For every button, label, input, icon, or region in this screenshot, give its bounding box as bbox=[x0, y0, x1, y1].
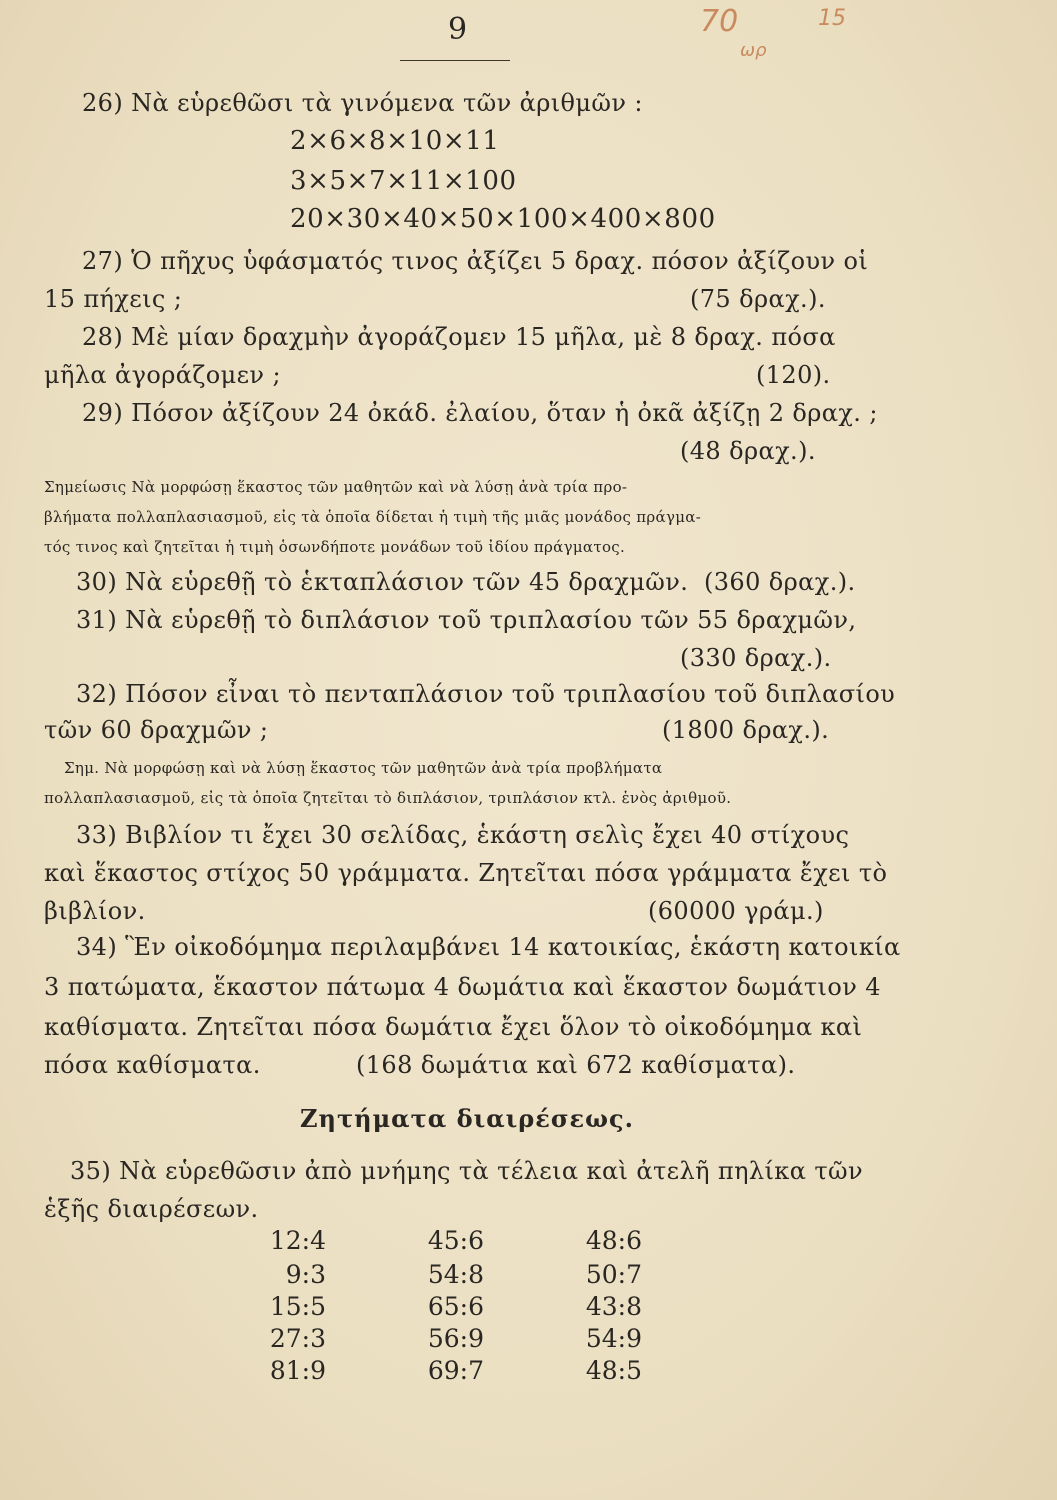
handwritten-note-1: 70 bbox=[700, 4, 739, 39]
division-cell: 45:6 bbox=[427, 1226, 484, 1255]
section-title: Ζητήματα διαιρέσεως. bbox=[300, 1104, 634, 1133]
problem-32-answer: (1800 δραχ.). bbox=[662, 716, 830, 744]
problem-31: 31) Νὰ εὑρεθῇ τὸ διπλάσιον τοῦ τριπλασίου τῶν 55 δραχμῶν, bbox=[76, 606, 857, 634]
problem-33-answer: (60000 γράμ.) bbox=[648, 897, 824, 925]
problem-32-line-2: τῶν 60 δραχμῶν ; bbox=[44, 716, 269, 744]
note-1-line-1: Σημείωσις Νὰ μορφώσῃ ἕκαστος τῶν μαθητῶν καὶ νὰ λύσῃ ἀνὰ τρία προ- bbox=[44, 478, 628, 496]
problem-31-answer: (330 δραχ.). bbox=[680, 644, 832, 672]
problem-33-line-3: βιβλίον. bbox=[44, 897, 146, 925]
problem-26: 26) Νὰ εὑρεθῶσι τὰ γινόμενα τῶν ἀριθμῶν : bbox=[82, 89, 643, 117]
problem-29: 29) Πόσον ἀξίζουν 24 ὀκάδ. ἐλαίου, ὅταν ἡ ὀκᾶ ἀξίζῃ 2 δραχ. ; bbox=[82, 399, 878, 427]
problem-27-answer: (75 δραχ.). bbox=[690, 285, 826, 313]
page-number: 9 bbox=[447, 12, 468, 47]
problem-27-line-1: 27) Ὁ πῆχυς ὑφάσματός τινος ἀξίζει 5 δραχ. πόσον ἀξίζουν οἱ bbox=[82, 247, 869, 275]
division-cell: 54:8 bbox=[427, 1260, 484, 1289]
problem-35-line-2: ἑξῆς διαιρέσεων. bbox=[44, 1195, 259, 1223]
product-line-2: 3×5×7×11×100 bbox=[290, 166, 517, 196]
problem-34-answer: (168 δωμάτια καὶ 672 καθίσματα). bbox=[356, 1051, 796, 1079]
note-2-line-1: Σημ. Νὰ μορφώσῃ καὶ νὰ λύσῃ ἕκαστος τῶν μαθητῶν ἀνὰ τρία προβλήματα bbox=[64, 759, 663, 777]
handwritten-note-3: 15 bbox=[818, 6, 846, 31]
problem-34-line-2: 3 πατώματα, ἕκαστον πάτωμα 4 δωμάτια καὶ ἕκαστον δωμάτιον 4 bbox=[44, 973, 881, 1001]
division-cell: 56:9 bbox=[427, 1324, 484, 1353]
division-cell: 69:7 bbox=[427, 1356, 484, 1385]
page-number-rule bbox=[400, 60, 510, 61]
problem-33-line-1: 33) Βιβλίον τι ἔχει 30 σελίδας, ἑκάστη σελὶς ἔχει 40 στίχους bbox=[76, 821, 850, 849]
note-1-line-3: τός τινος καὶ ζητεῖται ἡ τιμὴ ὁσωνδήποτε μονάδων τοῦ ἰδίου πράγματος. bbox=[44, 538, 626, 556]
problem-28-line-1: 28) Μὲ μίαν δραχμὴν ἀγοράζομεν 15 μῆλα, μὲ 8 δραχ. πόσα bbox=[82, 323, 836, 351]
problem-33-line-2: καὶ ἕκαστος στίχος 50 γράμματα. Ζητεῖται πόσα γράμματα ἔχει τὸ bbox=[44, 859, 888, 887]
product-line-3: 20×30×40×50×100×400×800 bbox=[290, 204, 716, 234]
division-cell: 48:5 bbox=[585, 1356, 642, 1385]
division-cell: 12:4 bbox=[269, 1226, 326, 1255]
problem-30-answer: (360 δραχ.). bbox=[704, 568, 856, 596]
division-cell: 65:6 bbox=[427, 1292, 484, 1321]
division-cell: 50:7 bbox=[585, 1260, 642, 1289]
division-cell: 27:3 bbox=[269, 1324, 326, 1353]
handwritten-note-2: ωρ bbox=[740, 40, 767, 61]
division-cell: 9:3 bbox=[285, 1260, 326, 1289]
problem-28-line-2: μῆλα ἀγοράζομεν ; bbox=[44, 361, 281, 389]
note-1-line-2: βλήματα πολλαπλασιασμοῦ, εἰς τὰ ὁποῖα δίδεται ἡ τιμὴ τῆς μιᾶς μονάδος πράγμα- bbox=[44, 508, 702, 526]
note-2-line-2: πολλαπλασιασμοῦ, εἰς τὰ ὁποῖα ζητεῖται τὸ διπλάσιον, τριπλάσιον κτλ. ἑνὸς ἀριθμοῦ. bbox=[44, 789, 732, 807]
product-line-1: 2×6×8×10×11 bbox=[290, 126, 500, 156]
division-cell: 54:9 bbox=[585, 1324, 642, 1353]
problem-34-line-1: 34) Ἓν οἰκοδόμημα περιλαμβάνει 14 κατοικίας, ἑκάστη κατοικία bbox=[76, 933, 901, 961]
problem-35-line-1: 35) Νὰ εὑρεθῶσιν ἀπὸ μνήμης τὰ τέλεια καὶ ἀτελῆ πηλίκα τῶν bbox=[70, 1157, 863, 1185]
problem-34-line-3: καθίσματα. Ζητεῖται πόσα δωμάτια ἔχει ὅλον τὸ οἰκοδόμημα καὶ bbox=[44, 1013, 863, 1041]
problem-27-line-2: 15 πήχεις ; bbox=[44, 285, 183, 313]
division-cell: 43:8 bbox=[585, 1292, 642, 1321]
division-cell: 81:9 bbox=[269, 1356, 326, 1385]
problem-30: 30) Νὰ εὑρεθῇ τὸ ἑκταπλάσιον τῶν 45 δραχμῶν. bbox=[76, 568, 689, 596]
problem-28-answer: (120). bbox=[756, 361, 831, 389]
problem-32-line-1: 32) Πόσον εἶναι τὸ πενταπλάσιον τοῦ τριπλασίου τοῦ διπλασίου bbox=[76, 680, 896, 708]
problem-34-line-4: πόσα καθίσματα. bbox=[44, 1051, 261, 1079]
problem-29-answer: (48 δραχ.). bbox=[680, 437, 816, 465]
division-cell: 48:6 bbox=[585, 1226, 642, 1255]
division-cell: 15:5 bbox=[269, 1292, 326, 1321]
